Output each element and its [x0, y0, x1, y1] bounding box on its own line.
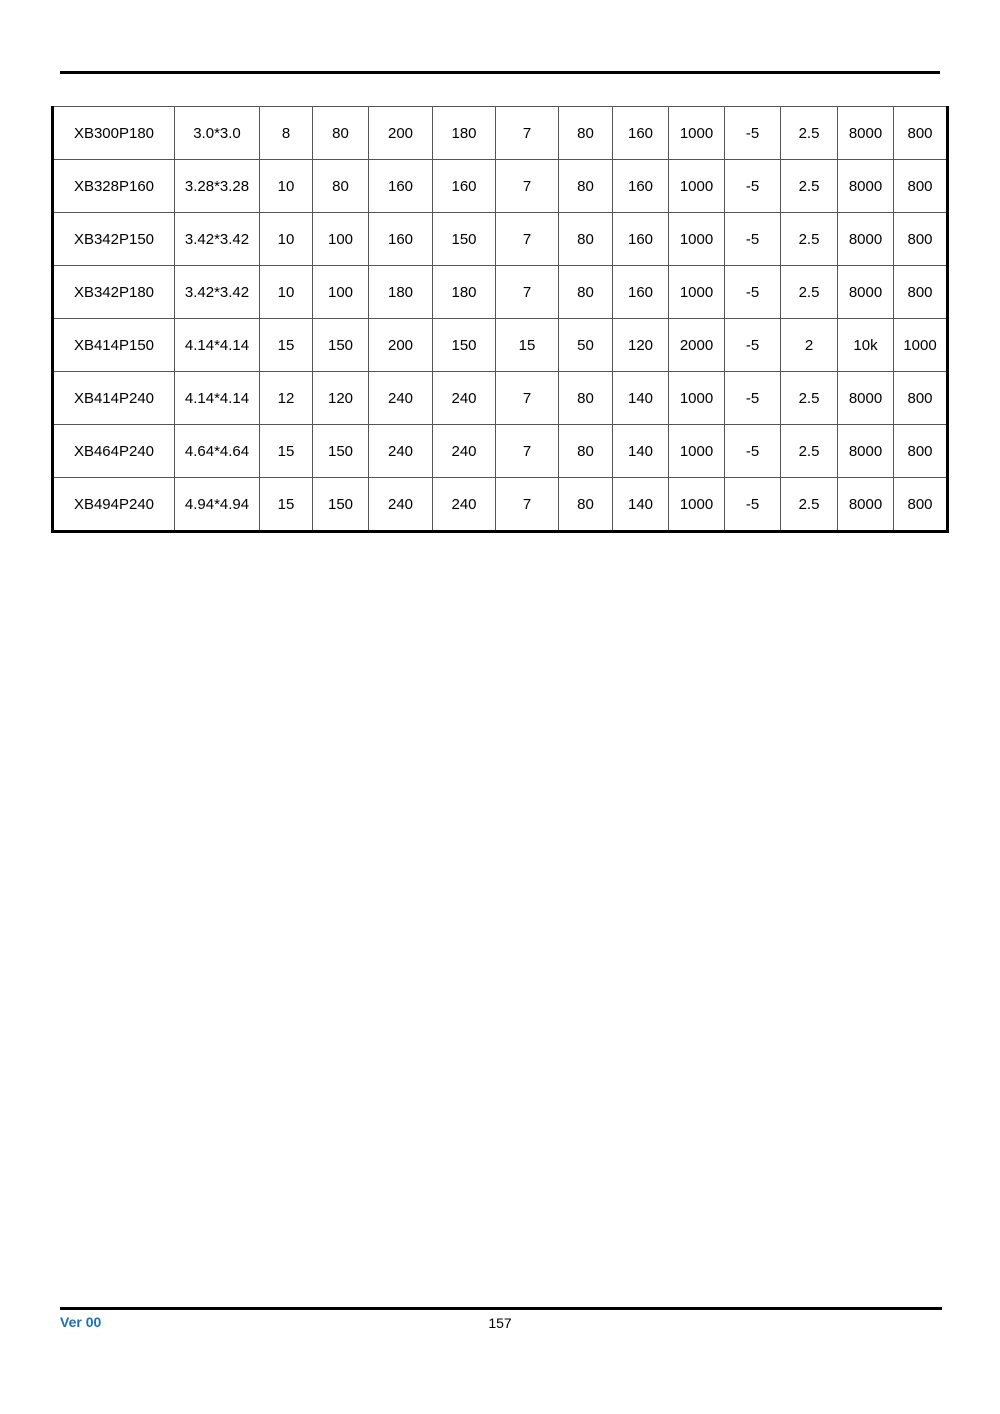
- table-cell: 800: [894, 107, 948, 160]
- table-cell: 8000: [838, 478, 894, 532]
- table-cell: 2.5: [781, 425, 838, 478]
- table-cell: 180: [433, 266, 496, 319]
- table-cell: 15: [260, 478, 313, 532]
- table-cell: 240: [433, 372, 496, 425]
- table-cell: 8: [260, 107, 313, 160]
- table-cell: 2000: [669, 319, 725, 372]
- table-cell: 800: [894, 372, 948, 425]
- page-number: 157: [488, 1315, 512, 1331]
- table-cell: 160: [613, 213, 669, 266]
- model-cell: XB414P150: [53, 319, 175, 372]
- table-cell: 800: [894, 425, 948, 478]
- table-cell: -5: [725, 213, 781, 266]
- table-cell: 120: [613, 319, 669, 372]
- table-cell: 200: [369, 319, 433, 372]
- table-cell: -5: [725, 478, 781, 532]
- table-cell: 80: [559, 160, 613, 213]
- table-cell: 120: [313, 372, 369, 425]
- table-cell: 12: [260, 372, 313, 425]
- table-cell: 150: [313, 425, 369, 478]
- table-cell: 80: [313, 107, 369, 160]
- table-row: [53, 478, 948, 532]
- table-cell: 160: [433, 160, 496, 213]
- table-cell: 800: [894, 213, 948, 266]
- table-cell: -5: [725, 319, 781, 372]
- model-cell: XB464P240: [53, 425, 175, 478]
- table-cell: 8000: [838, 372, 894, 425]
- table-cell: 1000: [669, 266, 725, 319]
- table-cell: 240: [369, 372, 433, 425]
- table-row: [53, 160, 948, 213]
- table-cell: 180: [369, 266, 433, 319]
- table-row: [53, 372, 948, 425]
- table-row: [53, 266, 948, 319]
- table-cell: 8000: [838, 160, 894, 213]
- table-cell: -5: [725, 372, 781, 425]
- table-cell: 140: [613, 372, 669, 425]
- table-cell: 7: [496, 160, 559, 213]
- table-cell: -5: [725, 425, 781, 478]
- table-cell: 4.94*4.94: [175, 478, 260, 532]
- header-rule: [60, 71, 940, 74]
- table-cell: 80: [559, 213, 613, 266]
- table-cell: 2.5: [781, 266, 838, 319]
- table-cell: 1000: [669, 478, 725, 532]
- table-cell: 2.5: [781, 213, 838, 266]
- table-cell: 4.64*4.64: [175, 425, 260, 478]
- table-cell: 10: [260, 266, 313, 319]
- table-cell: 3.28*3.28: [175, 160, 260, 213]
- table-cell: 240: [433, 478, 496, 532]
- table-cell: 80: [559, 107, 613, 160]
- table-cell: -5: [725, 107, 781, 160]
- table-cell: -5: [725, 160, 781, 213]
- table-row: [53, 213, 948, 266]
- table-cell: 2: [781, 319, 838, 372]
- table-cell: 1000: [669, 425, 725, 478]
- table-cell: 7: [496, 266, 559, 319]
- table-cell: 240: [369, 425, 433, 478]
- table-cell: 240: [433, 425, 496, 478]
- table-cell: 2.5: [781, 478, 838, 532]
- table-cell: 15: [260, 425, 313, 478]
- table-cell: 140: [613, 478, 669, 532]
- table-cell: 10: [260, 160, 313, 213]
- table-cell: 140: [613, 425, 669, 478]
- table-cell: 150: [433, 319, 496, 372]
- table-cell: 8000: [838, 107, 894, 160]
- table-cell: 8000: [838, 266, 894, 319]
- table-row: [53, 319, 948, 372]
- table-cell: 7: [496, 425, 559, 478]
- model-cell: XB494P240: [53, 478, 175, 532]
- table-cell: 1000: [669, 107, 725, 160]
- table-cell: 2.5: [781, 372, 838, 425]
- table-cell: 100: [313, 213, 369, 266]
- table-cell: 3.0*3.0: [175, 107, 260, 160]
- table-cell: 1000: [669, 372, 725, 425]
- table-cell: 3.42*3.42: [175, 266, 260, 319]
- table-cell: -5: [725, 266, 781, 319]
- table-cell: 1000: [669, 213, 725, 266]
- table-cell: 80: [559, 425, 613, 478]
- table-cell: 4.14*4.14: [175, 319, 260, 372]
- table-cell: 50: [559, 319, 613, 372]
- table-cell: 7: [496, 478, 559, 532]
- table-cell: 180: [433, 107, 496, 160]
- table-row: [53, 425, 948, 478]
- table-cell: 800: [894, 266, 948, 319]
- table-cell: 150: [313, 478, 369, 532]
- footer-rule: [60, 1307, 942, 1310]
- table-cell: 160: [369, 213, 433, 266]
- table-cell: 7: [496, 213, 559, 266]
- table-cell: 160: [613, 107, 669, 160]
- table-cell: 80: [559, 478, 613, 532]
- table-cell: 200: [369, 107, 433, 160]
- table-cell: 8000: [838, 425, 894, 478]
- table-cell: 3.42*3.42: [175, 213, 260, 266]
- table-cell: 7: [496, 107, 559, 160]
- table-cell: 2.5: [781, 107, 838, 160]
- table-cell: 10k: [838, 319, 894, 372]
- table-cell: 10: [260, 213, 313, 266]
- table-cell: 240: [369, 478, 433, 532]
- table-cell: 160: [613, 160, 669, 213]
- table-cell: 2.5: [781, 160, 838, 213]
- spec-table: [51, 106, 949, 533]
- table-cell: 8000: [838, 213, 894, 266]
- table-cell: 150: [433, 213, 496, 266]
- table-cell: 1000: [894, 319, 948, 372]
- model-cell: XB342P180: [53, 266, 175, 319]
- model-cell: XB342P150: [53, 213, 175, 266]
- model-cell: XB414P240: [53, 372, 175, 425]
- table-cell: 800: [894, 478, 948, 532]
- table-row: [53, 107, 948, 160]
- table-cell: 15: [496, 319, 559, 372]
- table-cell: 160: [369, 160, 433, 213]
- table-cell: 80: [313, 160, 369, 213]
- version-label: Ver 00: [60, 1314, 102, 1330]
- model-cell: XB328P160: [53, 160, 175, 213]
- table-cell: 160: [613, 266, 669, 319]
- table-cell: 800: [894, 160, 948, 213]
- table-cell: 100: [313, 266, 369, 319]
- table-cell: 1000: [669, 160, 725, 213]
- table-cell: 15: [260, 319, 313, 372]
- table-cell: 80: [559, 372, 613, 425]
- table-cell: 7: [496, 372, 559, 425]
- table-cell: 150: [313, 319, 369, 372]
- table-cell: 4.14*4.14: [175, 372, 260, 425]
- table-cell: 80: [559, 266, 613, 319]
- model-cell: XB300P180: [53, 107, 175, 160]
